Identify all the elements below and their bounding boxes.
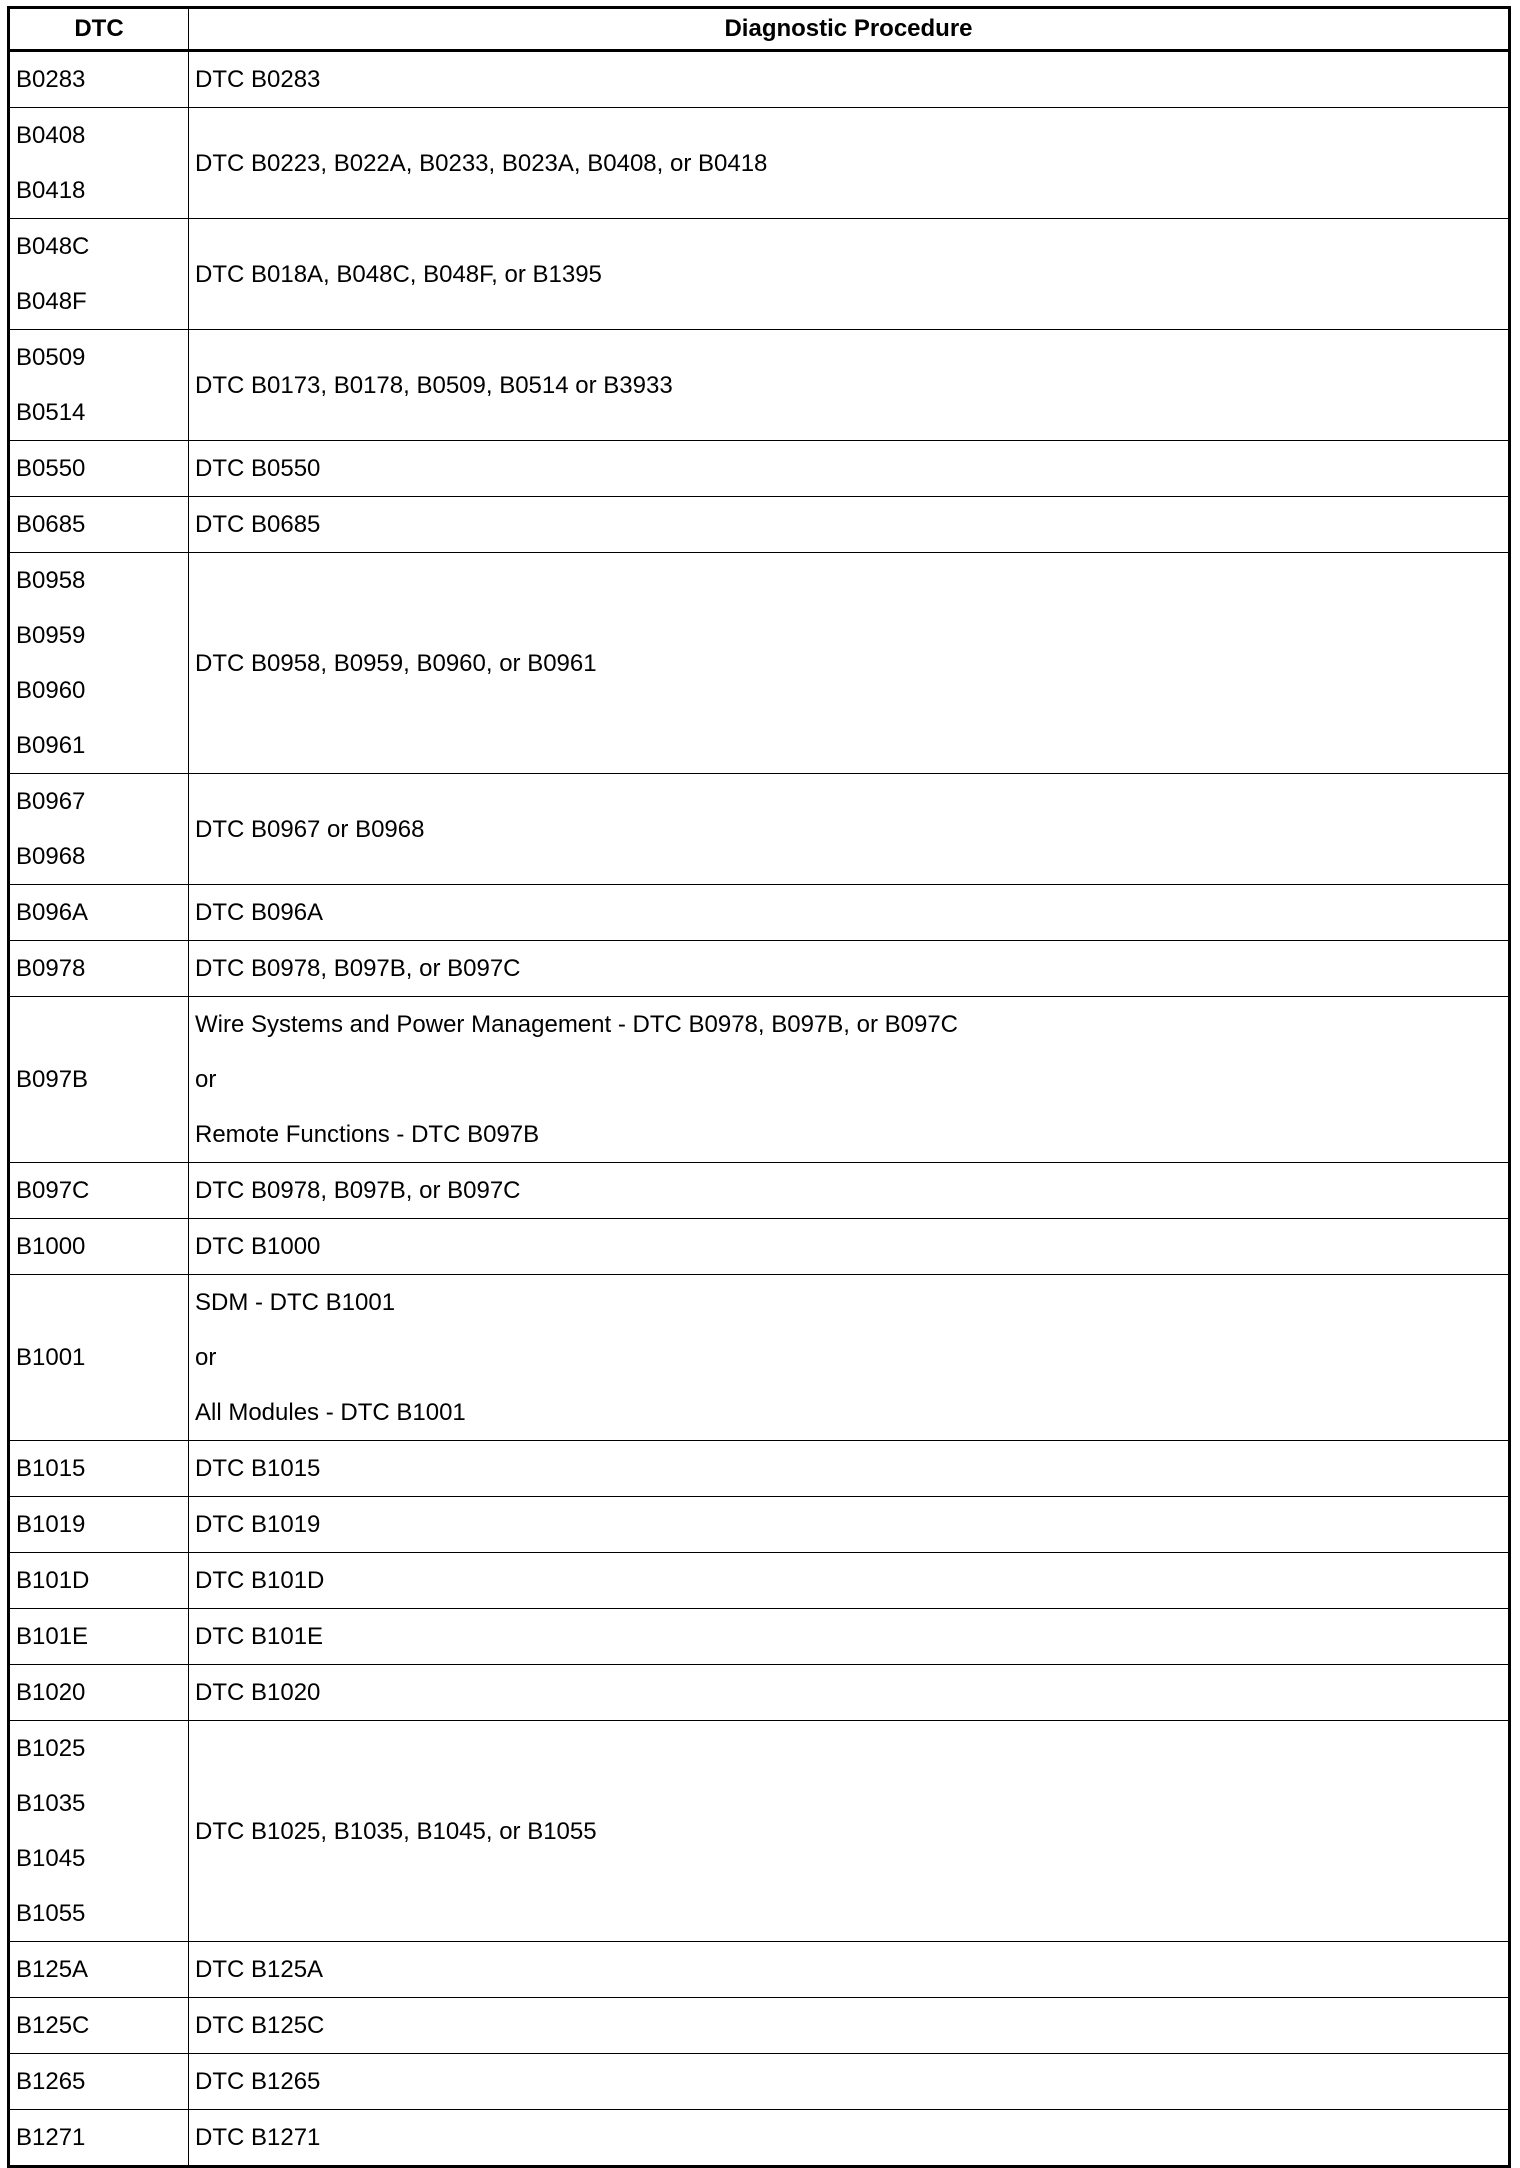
dtc-code: B0283 <box>16 66 86 93</box>
table-body <box>9 51 1510 2167</box>
dtc-code-cell <box>9 2110 189 2167</box>
diagnostic-procedure-text: Wire Systems and Power Management - DTC B0978, B097B, or B097C <box>195 1011 959 1038</box>
dtc-code-cell <box>9 1163 189 1219</box>
diagnostic-procedure-text: DTC B018A, B048C, B048F, or B1395 <box>195 260 602 288</box>
diagnostic-procedure-cell <box>189 1942 1510 1998</box>
dtc-code-cell <box>9 441 189 497</box>
dtc-code: B0418 <box>16 177 86 204</box>
diagnostic-procedure-cell <box>189 997 1510 1163</box>
dtc-code-cell <box>9 1998 189 2054</box>
dtc-code: B048C <box>16 233 90 260</box>
dtc-code: B1000 <box>16 1233 86 1260</box>
diagnostic-procedure-cell <box>189 1275 1510 1441</box>
dtc-code: B0960 <box>16 677 86 704</box>
dtc-code: B096A <box>16 899 89 926</box>
diagnostic-procedure-text: DTC B0978, B097B, or B097C <box>195 1177 521 1204</box>
diagnostic-procedure-cell <box>189 497 1510 553</box>
diagnostic-procedure-text: DTC B0958, B0959, B0960, or B0961 <box>195 649 597 677</box>
table-row <box>9 1441 1510 1497</box>
dtc-code: B1001 <box>16 1344 86 1371</box>
table-header <box>9 8 1510 51</box>
dtc-code: B1271 <box>16 2124 86 2151</box>
diagnostic-procedure-cell <box>189 1219 1510 1275</box>
table-row <box>9 1497 1510 1553</box>
diagnostic-procedure-text: DTC B1265 <box>195 2068 321 2095</box>
dtc-code: B1265 <box>16 2068 86 2095</box>
diagnostic-procedure-cell <box>189 553 1510 774</box>
table-row <box>9 2110 1510 2167</box>
diagnostic-procedure-text: DTC B0967 or B0968 <box>195 815 425 843</box>
dtc-code: B097C <box>16 1177 90 1204</box>
dtc-code-cell <box>9 219 189 330</box>
diagnostic-procedure-text: or <box>195 1066 217 1093</box>
table-row <box>9 885 1510 941</box>
diagnostic-procedure-cell <box>189 330 1510 441</box>
dtc-code: B101D <box>16 1567 90 1594</box>
dtc-code-cell <box>9 1275 189 1441</box>
table-row <box>9 497 1510 553</box>
dtc-table <box>7 6 1511 2168</box>
dtc-code-cell <box>9 1441 189 1497</box>
dtc-code: B0978 <box>16 955 86 982</box>
dtc-code: B0685 <box>16 511 86 538</box>
dtc-code: B1045 <box>16 1845 86 1872</box>
table-row <box>9 108 1510 219</box>
dtc-code-cell <box>9 1553 189 1609</box>
dtc-code: B048F <box>16 288 87 315</box>
dtc-code-cell <box>9 774 189 885</box>
dtc-code: B1015 <box>16 1455 86 1482</box>
dtc-code: B0967 <box>16 788 86 815</box>
dtc-code: B101E <box>16 1623 89 1650</box>
dtc-code: B0958 <box>16 567 86 594</box>
diagnostic-procedure-cell <box>189 108 1510 219</box>
dtc-code-cell <box>9 885 189 941</box>
diagnostic-procedure-cell <box>189 1497 1510 1553</box>
diagnostic-procedure-text: Remote Functions - DTC B097B <box>195 1121 540 1148</box>
diagnostic-procedure-cell <box>189 441 1510 497</box>
dtc-code: B0509 <box>16 344 86 371</box>
diagnostic-procedure-text: DTC B1020 <box>195 1679 321 1706</box>
dtc-code-cell <box>9 1665 189 1721</box>
table-row <box>9 1219 1510 1275</box>
dtc-code: B0514 <box>16 399 86 426</box>
diagnostic-procedure-text: DTC B1025, B1035, B1045, or B1055 <box>195 1817 597 1845</box>
dtc-code-cell <box>9 1721 189 1942</box>
table-row <box>9 2054 1510 2110</box>
dtc-code-cell <box>9 941 189 997</box>
dtc-code-cell <box>9 330 189 441</box>
dtc-code: B1020 <box>16 1679 86 1706</box>
diagnostic-procedure-text: DTC B1000 <box>195 1233 321 1260</box>
table-row <box>9 51 1510 108</box>
diagnostic-procedure-text: DTC B101D <box>195 1567 325 1594</box>
diagnostic-procedure-cell <box>189 2054 1510 2110</box>
diagnostic-procedure-cell <box>189 1553 1510 1609</box>
diagnostic-procedure-cell <box>189 1998 1510 2054</box>
diagnostic-procedure-cell <box>189 219 1510 330</box>
dtc-code: B0408 <box>16 122 86 149</box>
table-row <box>9 774 1510 885</box>
table-row <box>9 1609 1510 1665</box>
table-row <box>9 941 1510 997</box>
dtc-code-cell <box>9 1219 189 1275</box>
table-row <box>9 1942 1510 1998</box>
dtc-code: B0959 <box>16 622 86 649</box>
dtc-code-cell <box>9 51 189 108</box>
diagnostic-procedure-cell <box>189 2110 1510 2167</box>
diagnostic-procedure-text: DTC B0223, B022A, B0233, B023A, B0408, or B0418 <box>195 149 768 177</box>
diagnostic-procedure-text: DTC B0685 <box>195 511 321 538</box>
diagnostic-procedure-cell <box>189 774 1510 885</box>
dtc-code: B1055 <box>16 1900 86 1927</box>
dtc-code-cell <box>9 108 189 219</box>
header-row <box>9 8 1510 51</box>
diagnostic-procedure-text: DTC B1271 <box>195 2124 321 2151</box>
diagnostic-procedure-text: All Modules - DTC B1001 <box>195 1399 466 1426</box>
dtc-code: B1025 <box>16 1735 86 1762</box>
dtc-code: B0550 <box>16 455 86 482</box>
diagnostic-procedure-text: DTC B125A <box>195 1956 324 1983</box>
diagnostic-procedure-cell <box>189 1163 1510 1219</box>
diagnostic-procedure-cell <box>189 1665 1510 1721</box>
dtc-code-cell <box>9 497 189 553</box>
table-row <box>9 1553 1510 1609</box>
dtc-code-cell <box>9 997 189 1163</box>
dtc-code: B0968 <box>16 843 86 870</box>
header-dtc: DTC <box>9 8 189 51</box>
table-row <box>9 1665 1510 1721</box>
table-row <box>9 219 1510 330</box>
diagnostic-procedure-text: DTC B1019 <box>195 1511 321 1538</box>
diagnostic-procedure-cell <box>189 51 1510 108</box>
diagnostic-procedure-cell <box>189 1441 1510 1497</box>
diagnostic-procedure-text: SDM - DTC B1001 <box>195 1289 396 1316</box>
diagnostic-procedure-text: DTC B096A <box>195 899 324 926</box>
diagnostic-procedure-cell <box>189 1721 1510 1942</box>
diagnostic-procedure-cell <box>189 885 1510 941</box>
dtc-code-cell <box>9 1942 189 1998</box>
diagnostic-procedure-text: DTC B0173, B0178, B0509, B0514 or B3933 <box>195 371 673 399</box>
dtc-code: B1035 <box>16 1790 86 1817</box>
diagnostic-procedure-cell <box>189 941 1510 997</box>
table-row <box>9 1998 1510 2054</box>
diagnostic-procedure-text: DTC B0550 <box>195 455 321 482</box>
table-row <box>9 1721 1510 1942</box>
table-row <box>9 553 1510 774</box>
dtc-code: B125A <box>16 1956 89 1983</box>
diagnostic-procedure-text: DTC B0978, B097B, or B097C <box>195 955 521 982</box>
diagnostic-procedure-text: DTC B0283 <box>195 66 321 93</box>
table-row <box>9 1275 1510 1441</box>
dtc-code-cell <box>9 1497 189 1553</box>
table-row <box>9 997 1510 1163</box>
dtc-code-cell <box>9 2054 189 2110</box>
diagnostic-procedure-text: DTC B1015 <box>195 1455 321 1482</box>
table-row <box>9 441 1510 497</box>
header-diagnostic-procedure: Diagnostic Procedure <box>189 8 1510 51</box>
dtc-code-cell <box>9 1609 189 1665</box>
table-row <box>9 330 1510 441</box>
dtc-code: B125C <box>16 2012 90 2039</box>
table-row <box>9 1163 1510 1219</box>
dtc-code: B1019 <box>16 1511 86 1538</box>
diagnostic-procedure-cell <box>189 1609 1510 1665</box>
dtc-code: B097B <box>16 1066 89 1093</box>
diagnostic-procedure-text: DTC B101E <box>195 1623 324 1650</box>
dtc-code-cell <box>9 553 189 774</box>
diagnostic-procedure-text: or <box>195 1344 217 1371</box>
dtc-code: B0961 <box>16 732 86 759</box>
diagnostic-procedure-text: DTC B125C <box>195 2012 325 2039</box>
